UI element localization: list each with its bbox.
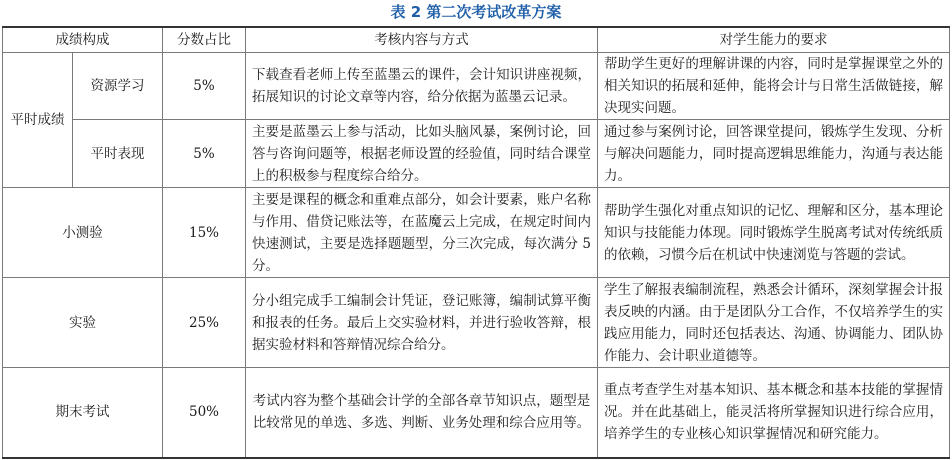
table-row	[3, 53, 950, 120]
row-content: 主要是蓝墨云上参与活动，比如头脑风暴，案例讨论，回答与咨询问题等，根据老师设置的经验值，同时结合课堂上的积极参与程度综合给分。	[246, 120, 598, 188]
row-content: 下载查看老师上传至蓝墨云的课件，会计知识讲座视频，拓展知识的讨论文章等内容，给分依据为蓝墨云记录。	[246, 53, 598, 120]
table-row	[3, 368, 950, 458]
row-ability: 帮助学生强化对重点知识的记忆、理解和区分，基本理论知识与技能能力体现。同时锻炼学生脱离考试对传统纸质的依赖，习惯今后在机试中快速浏览与答题的尝试。	[598, 188, 950, 278]
row-ability: 学生了解报表编制流程，熟悉会计循环，深刻掌握会计报表反映的内涵。由于是团队分工合作，不仅培养学生的实践应用能力，同时还包括表达、沟通、协调能力、团队协作能力、会计职业道德等。	[598, 278, 950, 368]
row-label: 期末考试	[3, 368, 163, 458]
row-ratio: 25%	[163, 278, 246, 368]
header-content: 考核内容与方式	[246, 27, 598, 53]
row-ratio: 50%	[163, 368, 246, 458]
table-title: 表 2 第二次考试改革方案	[390, 3, 562, 21]
header-ratio: 分数占比	[163, 27, 246, 53]
row-label: 平时表现	[73, 120, 163, 188]
row-label: 小测验	[3, 188, 163, 278]
row-ratio: 5%	[163, 120, 246, 188]
table-row	[3, 188, 950, 278]
row-content: 分小组完成手工编制会计凭证，登记账簿，编制试算平衡和报表的任务。最后上交实验材料，并进行验收答辩，根据实验材料和答辩情况综合给分。	[246, 278, 598, 368]
table-row	[3, 120, 950, 188]
row-ability: 帮助学生更好的理解讲课的内容，同时是掌握课堂之外的相关知识的拓展和延伸，能将会计与日常生活做链接，解决现实问题。	[598, 53, 950, 120]
row-label: 实验	[3, 278, 163, 368]
row-ability: 重点考查学生对基本知识、基本概念和基本技能的掌握情况。并在此基础上，能灵活将所掌握知识进行综合应用，培养学生的专业核心知识掌握情况和研究能力。	[598, 368, 950, 458]
exam-reform-table	[2, 26, 950, 459]
row-content: 主要是课程的概念和重难点部分，如会计要素，账户名称与作用、借贷记账法等，在蓝魔云上完成，在规定时间内快速测试，主要是选择题题型，分三次完成，每次满分 5 分。	[246, 188, 598, 278]
header-ability: 对学生能力的要求	[598, 27, 950, 53]
group-label-regular: 平时成绩	[3, 53, 73, 188]
row-label: 资源学习	[73, 53, 163, 120]
row-content: 考试内容为整个基础会计学的全部各章节知识点，题型是比较常见的单选、多选、判断、业务处理和综合应用等。	[246, 368, 598, 458]
row-ratio: 5%	[163, 53, 246, 120]
header-composition: 成绩构成	[3, 27, 163, 53]
row-ability: 通过参与案例讨论，回答课堂提问，锻炼学生发现、分析与解决问题能力，同时提高逻辑思维能力，沟通与表达能力。	[598, 120, 950, 188]
table-row	[3, 278, 950, 368]
header-row	[3, 27, 950, 53]
row-ratio: 15%	[163, 188, 246, 278]
